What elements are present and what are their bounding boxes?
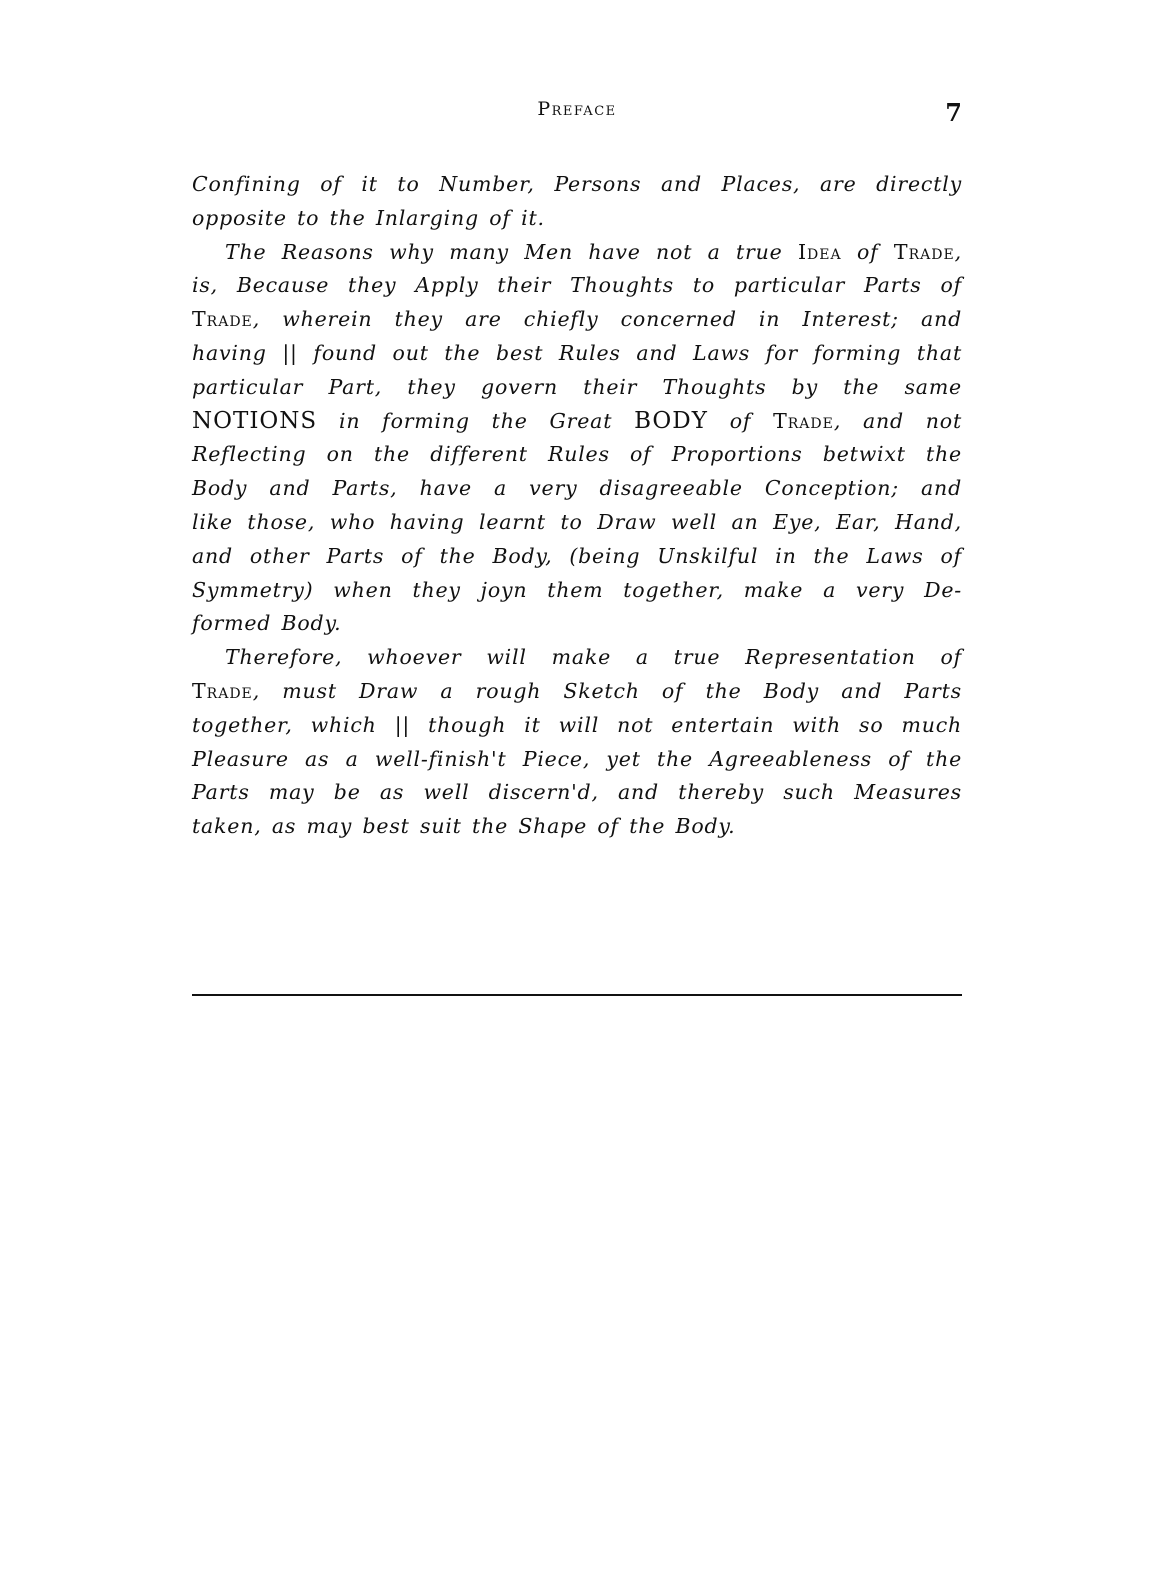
paragraph xyxy=(192,641,962,844)
text-run: Reflecting on the different Rules of Proportions betwixt the xyxy=(192,442,962,467)
text-run: , wherein they are chiefly concerned in Interest; and xyxy=(252,307,962,332)
text-line xyxy=(192,472,962,506)
text-run: Confining of it to Number, Persons and Places, are directly xyxy=(192,172,962,196)
small-caps-word: Trade xyxy=(192,307,253,332)
text-run: Body and Parts, have a very disagreeable Conception; and xyxy=(192,476,962,501)
page-number: 7 xyxy=(945,98,962,127)
text-line xyxy=(192,810,962,844)
text-run: is, Because they Apply their Thoughts to particular Parts of xyxy=(192,273,962,298)
text-run: Pleasure as a well-finish't Piece, yet the Agreeableness of the xyxy=(192,746,962,771)
text-run: in forming the Great xyxy=(317,408,635,433)
small-caps-word: Idea xyxy=(797,239,842,264)
text-run: The Reasons why many Men have not a true xyxy=(225,239,798,264)
paragraph xyxy=(192,168,962,236)
text-run: Therefore, whoever will make a true Representation of xyxy=(225,645,962,670)
text-run: and other Parts of the Body, (being Unskilful in the Laws of xyxy=(192,543,962,568)
text-line xyxy=(192,236,962,270)
text-line xyxy=(192,607,962,641)
text-line xyxy=(192,540,962,574)
text-line xyxy=(192,269,962,303)
text-run: , must Draw a rough Sketch of the Body and Parts xyxy=(252,678,962,703)
body-text xyxy=(192,168,962,844)
text-line xyxy=(192,743,962,777)
text-run: Parts may be as well discern'd, and thereby such Measures xyxy=(192,780,962,805)
text-run: particular Part, they govern their Thoughts by the same xyxy=(192,374,962,399)
text-line xyxy=(192,438,962,472)
small-caps-word: Trade xyxy=(192,678,253,703)
text-run: having || found out the best Rules and Laws for forming that xyxy=(192,340,962,365)
text-run: opposite to the Inlarging of it. xyxy=(192,205,545,230)
text-line xyxy=(192,776,962,810)
text-run: like those, who having learnt to Draw well an Eye, Ear, Hand, xyxy=(192,509,962,534)
capitals-word: BODY xyxy=(634,407,708,434)
small-caps-word: Trade xyxy=(893,239,955,264)
text-run: of xyxy=(707,408,774,433)
text-line xyxy=(192,371,962,405)
text-run: taken, as may best suit the Shape of the Body. xyxy=(192,814,736,839)
paragraph xyxy=(192,236,962,642)
text-line xyxy=(192,303,962,337)
text-run: , xyxy=(954,239,962,264)
text-run: of xyxy=(841,239,894,264)
page-header xyxy=(192,98,962,138)
text-run: Symmetry) when they joyn them together, make a very De- xyxy=(192,577,962,602)
text-line xyxy=(192,168,962,202)
text-run: formed Body. xyxy=(192,611,342,636)
text-line xyxy=(192,337,962,371)
text-line xyxy=(192,405,962,439)
text-line xyxy=(192,574,962,608)
small-caps-word: Trade xyxy=(773,408,834,433)
text-line xyxy=(192,641,962,675)
text-line xyxy=(192,709,962,743)
running-head: Preface xyxy=(537,98,617,120)
text-run: together, which || though it will not entertain with so much xyxy=(192,712,962,737)
text-run: , and not xyxy=(833,408,962,433)
end-rule xyxy=(192,994,962,996)
text-line xyxy=(192,202,962,236)
text-line xyxy=(192,506,962,540)
capitals-word: NOTIONS xyxy=(192,407,318,434)
text-line xyxy=(192,675,962,709)
